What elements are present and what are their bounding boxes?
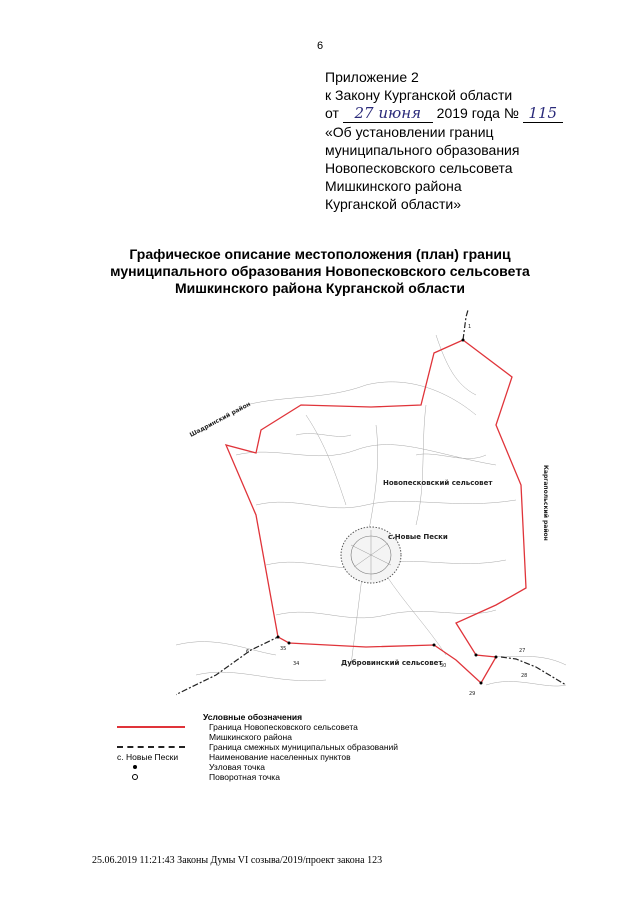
appendix-line-6: Новопесковского сельсовета — [325, 160, 513, 176]
appendix-line-8: Курганской области» — [325, 196, 462, 212]
legend-title: Условные обозначения — [203, 712, 303, 722]
settlement-symbol: с. Новые Пески — [117, 752, 179, 762]
point-label: 27 — [519, 648, 526, 654]
legend-item-settlement — [115, 752, 535, 762]
legend-text: Граница смежных муниципальных образований — [209, 742, 399, 752]
legend-text: Граница Новопесковского сельсовета — [209, 722, 358, 732]
point-label: 28 — [521, 673, 528, 679]
legend-item-boundary-cont — [115, 732, 535, 742]
title-line-3: Мишкинского района Курганской области — [174, 280, 466, 296]
appendix-line-7: Мишкинского района — [325, 178, 462, 194]
year-text: 2019 года № — [436, 105, 519, 121]
appendix-line-5: муниципального образования — [325, 142, 520, 158]
dash-dot-swatch — [117, 746, 185, 748]
legend-item-adjacent — [115, 742, 535, 752]
legend-item-boundary — [115, 722, 535, 732]
label-shadrinsky: Шадринский район — [188, 400, 252, 439]
boundary-map — [176, 305, 566, 705]
page-number: 6 — [316, 40, 324, 52]
title-line-1: Графическое описание местоположения (план) границ — [129, 246, 511, 262]
appendix-line-4: «Об установлении границ — [325, 124, 494, 140]
legend-item-turn — [115, 772, 535, 782]
point-label: 30 — [440, 663, 447, 669]
terrain-background — [176, 335, 566, 686]
red-boundary-swatch — [117, 726, 185, 728]
label-novye-peski: с.Новые Пески — [388, 533, 448, 541]
appendix-date-line — [325, 104, 625, 123]
point-label: 1 — [468, 324, 472, 330]
title-line-2: муниципального образования Новопесковского сельсовета — [110, 263, 530, 279]
legend-text: Мишкинского района — [209, 732, 292, 742]
node-point-icon — [133, 765, 137, 769]
from-label: от — [325, 105, 339, 121]
appendix-line-2: к Закону Курганской области — [325, 87, 513, 103]
footer-stamp: 25.06.2019 11:21:43 Законы Думы VI созыва/2019/проект закона 123 — [92, 855, 383, 866]
legend — [115, 712, 535, 782]
legend-text: Наименование населенных пунктов — [209, 752, 351, 762]
municipal-boundary — [226, 340, 526, 683]
point-labels — [246, 324, 527, 697]
legend-item-node — [115, 762, 535, 772]
point-label: 35 — [280, 646, 287, 652]
point-label: 29 — [469, 691, 476, 697]
label-novopeskovsky: Новопесковский сельсовет — [383, 479, 493, 487]
point-label: 6 — [246, 649, 250, 655]
legend-text: Поворотная точка — [209, 772, 280, 782]
point-label: 34 — [293, 661, 300, 667]
boundary-points — [277, 339, 498, 685]
label-kargapolsky: Каргапольский район — [542, 465, 549, 541]
appendix-header — [325, 68, 625, 213]
adjacent-border-line — [176, 637, 278, 697]
handwritten-number: 115 — [523, 104, 563, 123]
label-dubrovinsky: Дубровинский сельсовет — [341, 659, 443, 667]
document-title — [60, 246, 580, 297]
turn-point-icon — [132, 774, 138, 780]
handwritten-date: 27 июня — [343, 104, 433, 123]
legend-text: Узловая точка — [209, 762, 266, 772]
appendix-line-1: Приложение 2 — [325, 69, 419, 85]
